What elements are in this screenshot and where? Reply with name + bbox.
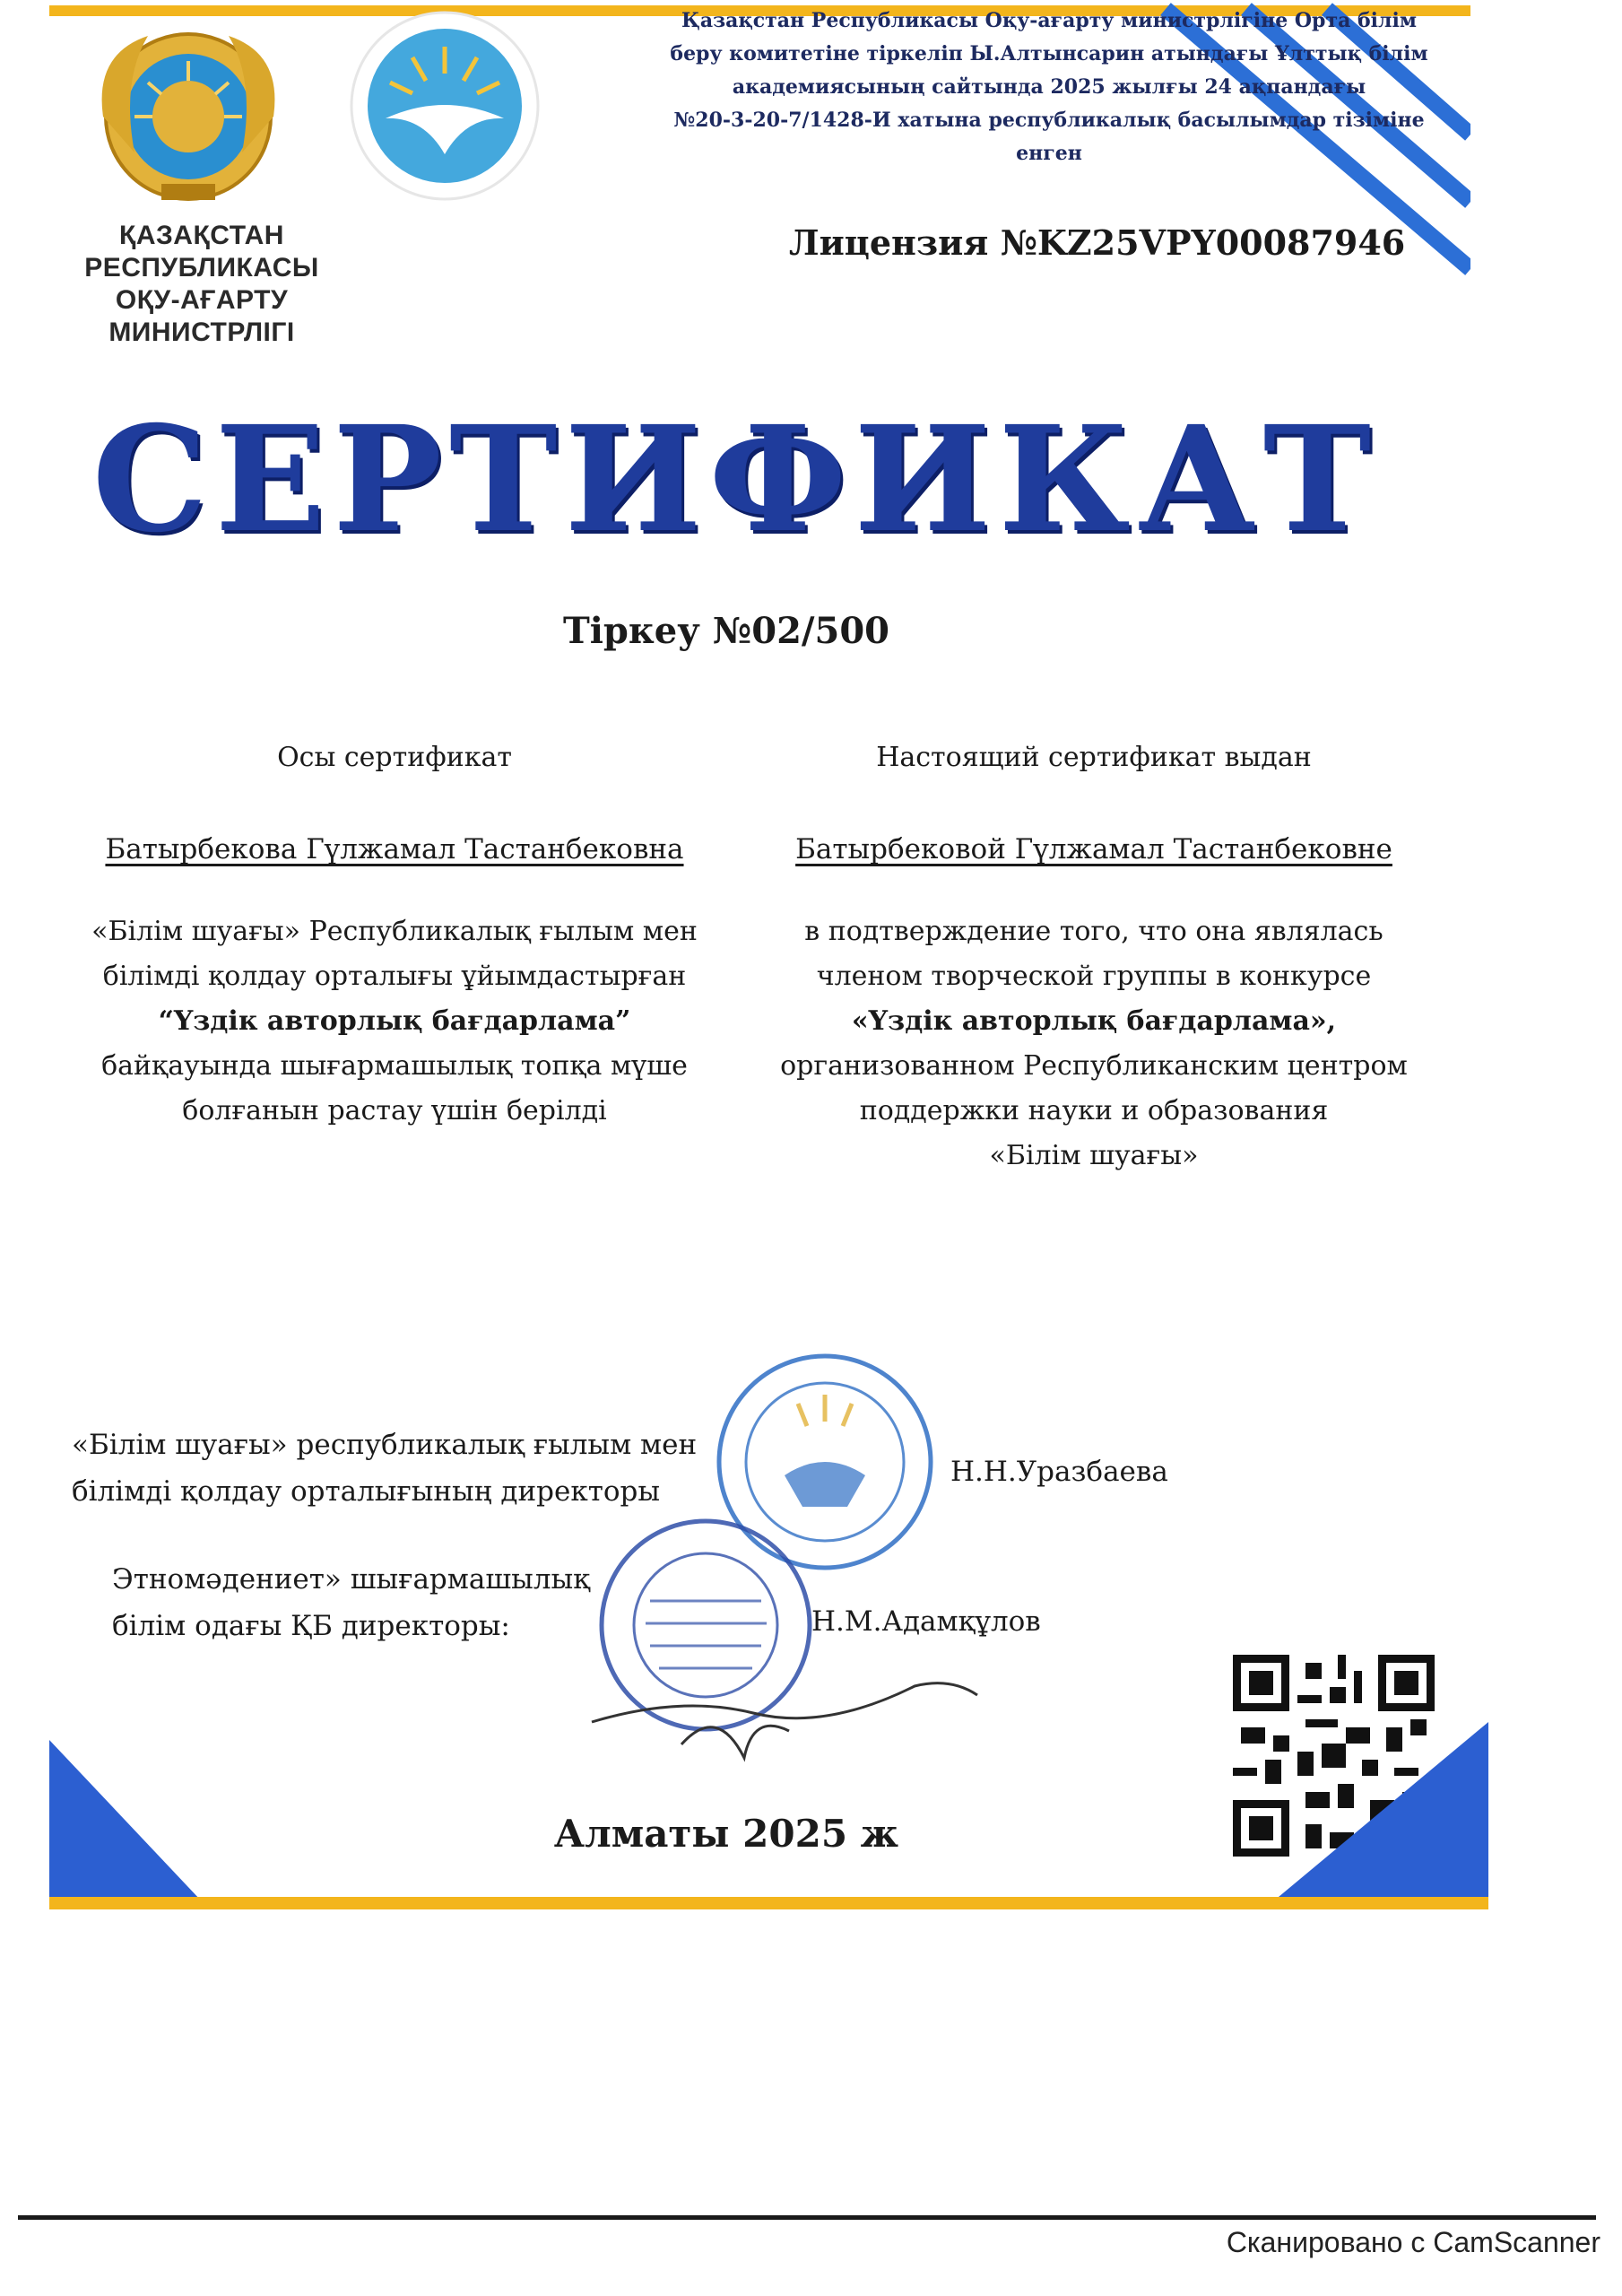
- left-column: [54, 735, 735, 1134]
- left-contest-name: “Үздік авторлық бағдарлама”: [158, 1005, 631, 1037]
- left-line-2: білімді қолдау орталығы ұйымдастырған: [102, 961, 687, 992]
- signature-block-1: [72, 1422, 735, 1515]
- left-line-1: «Білім шуағы» Республикалық ғылым мен: [91, 916, 698, 947]
- note-line-4: №20-3-20-7/1428-И хатына республикалық басылымдар тізіміне: [673, 109, 1425, 132]
- note-line-1: Қазақстан Республикасы Оқу-ағарту министрлігіне Орта білім: [681, 9, 1417, 32]
- right-line-5: «Білім шуағы»: [989, 1140, 1199, 1171]
- ministry-line-1: ҚАЗАҚСТАН РЕСПУБЛИКАСЫ: [84, 221, 319, 283]
- city-year: Алматы 2025 ж: [553, 1812, 899, 1856]
- scanner-watermark: Сканировано с CamScanner: [1226, 2226, 1600, 2258]
- signer-1-name: Н.Н.Уразбаева: [950, 1456, 1168, 1488]
- certificate-title: СЕРТИФИКАТ: [91, 395, 1379, 565]
- left-recipient-name: Батырбекова Гүлжамал Тастанбековна: [105, 833, 684, 865]
- right-recipient-name: Батырбековой Гүлжамал Тастанбековне: [795, 833, 1392, 865]
- right-line-1: в подтверждение того, что она являлась: [804, 916, 1383, 947]
- right-intro: Настоящий сертификат выдан: [876, 742, 1312, 773]
- registration-note: [637, 4, 1462, 170]
- note-line-2: беру комитетіне тіркеліп Ы.Алтынсарин атындағы Ұлттық білім: [670, 42, 1428, 65]
- signer-1-title-line-1: «Білім шуағы» республикалық ғылым мен: [72, 1429, 698, 1461]
- signer-2-title-line-2: білім одағы ҚБ директоры:: [112, 1610, 510, 1642]
- note-line-5: енген: [1016, 142, 1082, 165]
- left-line-3: байқауында шығармашылық топқа мүше: [101, 1050, 688, 1082]
- registration-number: Тіркеу №02/500: [562, 610, 890, 652]
- right-column: [753, 735, 1435, 1178]
- right-line-2: членом творческой группы в конкурсе: [816, 961, 1372, 992]
- signer-2-name: Н.М.Адамқұлов: [811, 1605, 1041, 1638]
- right-line-4: поддержки науки и образования: [859, 1095, 1329, 1126]
- signature-block-2: [112, 1556, 614, 1649]
- signer-1-title-line-2: білімді қолдау орталығының директоры: [72, 1475, 661, 1508]
- right-contest-name: «Үздік авторлық бағдарлама»,: [851, 1005, 1337, 1037]
- state-emblem: [85, 18, 291, 211]
- ministry-line-2: ОҚУ-АҒАРТУ МИНИСТРЛІГІ: [108, 285, 295, 347]
- note-line-3: академиясының сайтында 2025 жылғы 24 ақпандағы: [732, 75, 1366, 99]
- left-line-4: болғанын растау үшін берілді: [182, 1095, 607, 1126]
- bilim-shuagy-logo: [350, 11, 540, 201]
- scan-edge-line: [18, 2215, 1596, 2220]
- ministry-label: [36, 220, 368, 349]
- left-intro: Осы сертификат: [277, 742, 512, 773]
- signer-2-title-line-1: Этномәдениет» шығармашылық: [112, 1563, 591, 1596]
- right-line-3: организованном Республиканским центром: [780, 1050, 1408, 1082]
- license-number: Лицензия №KZ25VPY00087946: [789, 222, 1406, 263]
